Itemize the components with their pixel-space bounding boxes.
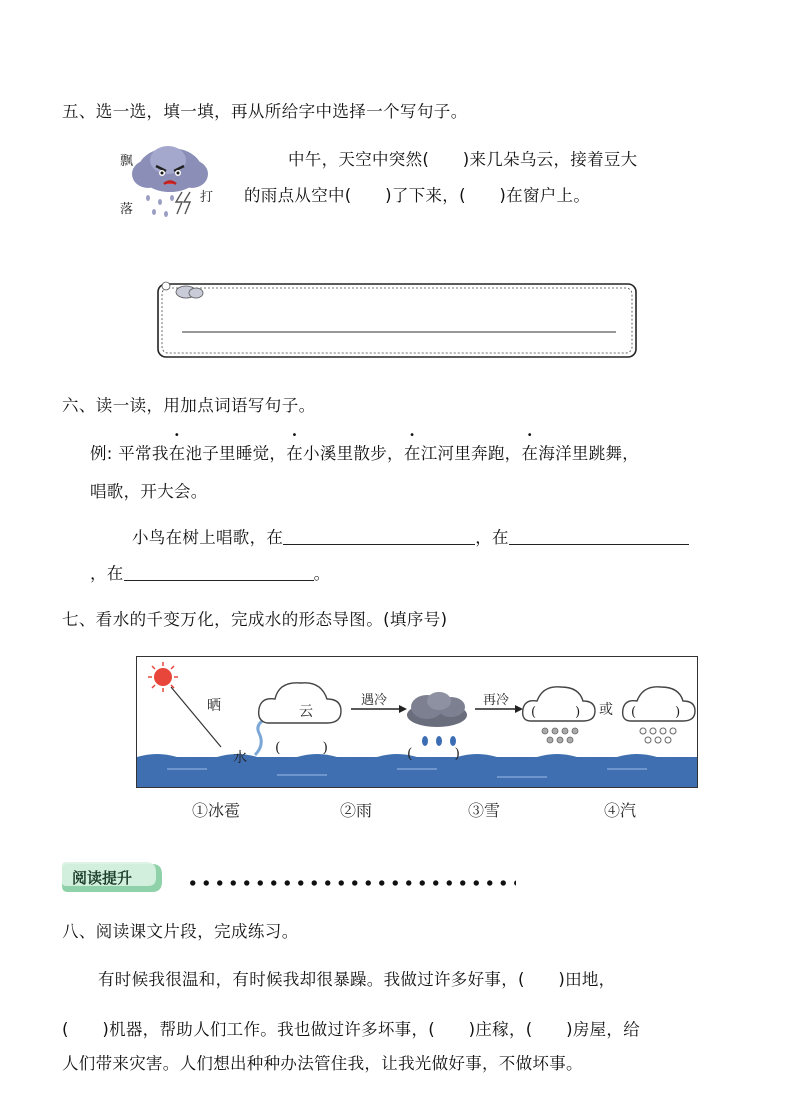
- reading-banner: [60, 858, 164, 896]
- answer-box-frame: [156, 280, 640, 360]
- rain-cloud-icon: [407, 692, 467, 746]
- banner-dotted-line: [186, 876, 516, 890]
- label-cloud: 云: [299, 704, 313, 720]
- storm-cloud-icon: [118, 140, 222, 224]
- emphasis-dot: •: [291, 430, 298, 441]
- task-blank-3[interactable]: [124, 564, 314, 581]
- section8-p3: 人们带来灾害。人们想出种种办法管住我，让我光做好事，不做坏事。: [62, 1054, 583, 1073]
- label-cooling: 遇冷: [361, 693, 388, 708]
- diagram-art: [137, 657, 697, 787]
- dotted-word-1: 在 •: [168, 430, 186, 463]
- water-cycle-diagram: [136, 656, 698, 788]
- answer-paren-3[interactable]: ( ): [531, 705, 581, 720]
- example-seg2: 池子里睡觉，: [185, 444, 287, 463]
- task-start: 小鸟在树上唱歌，在: [132, 528, 284, 547]
- option-1: ①冰雹: [192, 801, 241, 820]
- section5-title: 五、选一选，填一填，再从所给字中选择一个写句子。: [62, 102, 468, 121]
- char-piao: 飘: [120, 154, 134, 169]
- answer-paren-2[interactable]: ( ): [407, 746, 460, 762]
- char-da: 打: [200, 190, 214, 205]
- example-label: 例:: [90, 444, 113, 463]
- label-or: 或: [599, 702, 613, 718]
- task-blank-2[interactable]: [509, 528, 689, 545]
- section5-line2: 的雨点从空中( )了下来，( )在窗户上。: [244, 186, 591, 205]
- emphasis-dot: •: [526, 430, 534, 441]
- answer-paren-4[interactable]: ( ): [631, 705, 681, 720]
- section6-example-line2: 唱歌，开大会。: [90, 482, 208, 501]
- section6-task-line1: [132, 524, 689, 548]
- label-cooling-again: 再冷: [483, 693, 510, 708]
- example-seg1: 平常我: [118, 444, 169, 463]
- section6-title: 六、读一读，用加点词语写句子。: [62, 396, 316, 415]
- label-sun: 晒: [207, 698, 221, 714]
- task-end: 。: [313, 564, 331, 583]
- section8-title: 八、阅读课文片段，完成练习。: [62, 922, 299, 941]
- dotted-word-4: 在 •: [521, 430, 539, 463]
- label-water: 水: [233, 750, 247, 766]
- dotted-word-2: 在 •: [286, 430, 304, 463]
- emphasis-dot: •: [173, 430, 181, 441]
- storm-cloud-illustration: [118, 140, 222, 224]
- task-blank-1[interactable]: [283, 528, 475, 545]
- small-cloud-icon: [158, 280, 204, 300]
- section6-task-line2: [90, 560, 330, 584]
- option-4: ④汽: [604, 801, 637, 820]
- char-luo: 落: [120, 202, 134, 217]
- sun-icon: [148, 662, 178, 692]
- example-seg5: 海洋里跳舞，: [538, 444, 640, 463]
- emphasis-dot: •: [409, 430, 416, 441]
- task-mid: ，在: [475, 528, 509, 547]
- option-2: ②雨: [340, 801, 373, 820]
- option-3: ③雪: [468, 801, 501, 820]
- section8-p2: ( )机器，帮助人们工作。我也做过许多坏事，( )庄稼，( )房屋，给: [62, 1020, 641, 1039]
- section8-p1: 有时候我很温和，有时候我却很暴躁。我做过许多好事，( )田地，: [98, 970, 616, 989]
- dotted-word-3: 在 •: [403, 430, 421, 463]
- section7-title: 七、看水的千变万化，完成水的形态导图。(填序号): [62, 610, 448, 629]
- section5-line1: 中午，天空中突然( )来几朵乌云，接着豆大: [288, 150, 638, 169]
- answer-box[interactable]: [156, 280, 640, 360]
- example-seg4: 江河里奔跑，: [420, 444, 522, 463]
- banner-label: 阅读提升: [72, 869, 133, 887]
- task-line2-start: ，在: [90, 564, 124, 583]
- section6-example-line1: [90, 430, 640, 464]
- example-seg3: 小溪里散步，: [303, 444, 404, 463]
- answer-paren-1[interactable]: ( ): [275, 740, 328, 756]
